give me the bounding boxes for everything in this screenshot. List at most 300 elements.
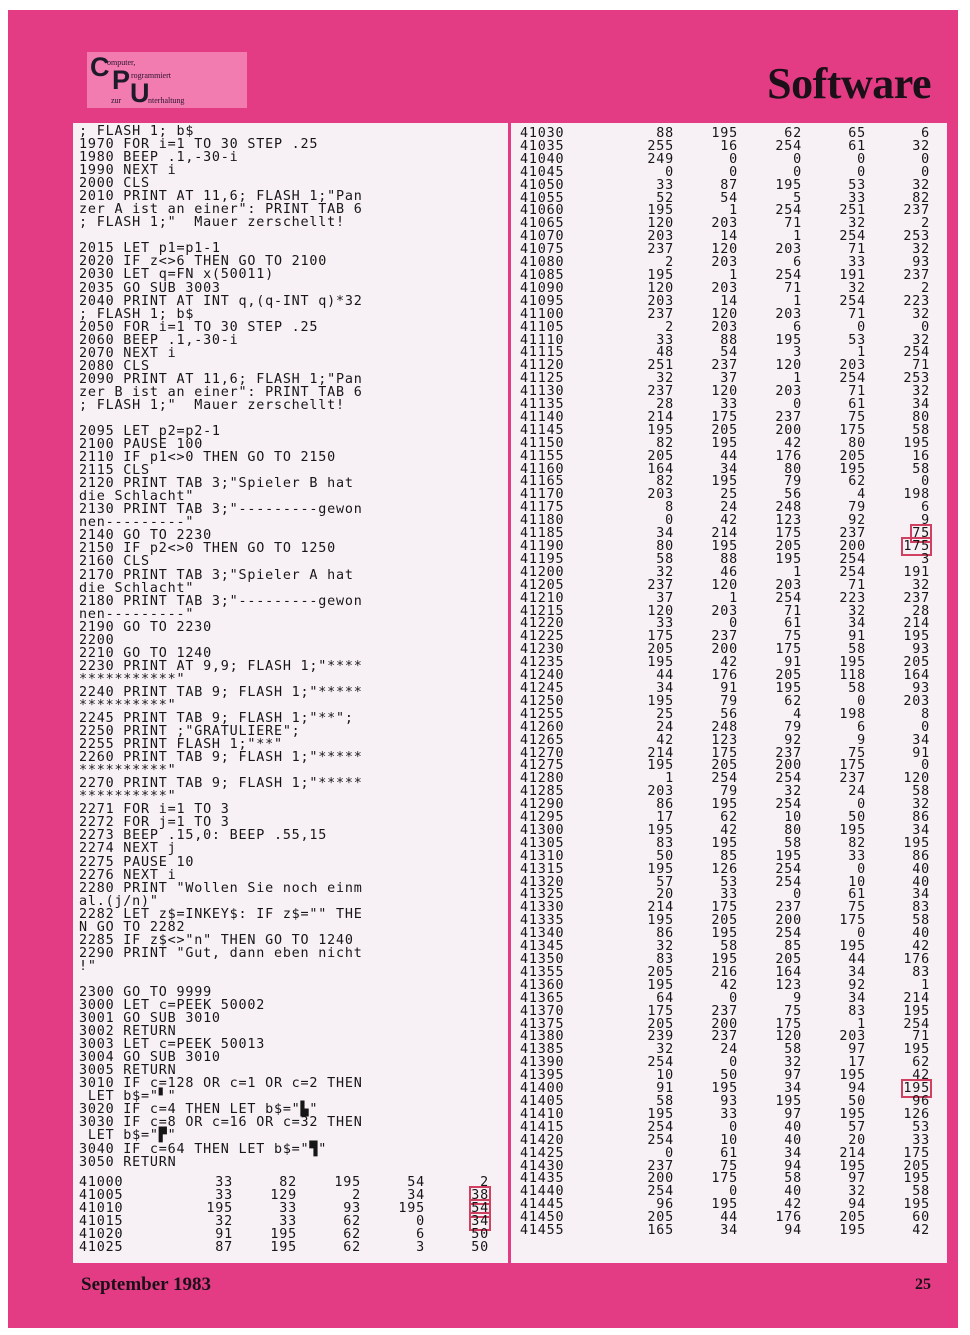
address-cell: 41165 bbox=[520, 474, 565, 490]
address-cell: 41380 bbox=[520, 1029, 565, 1045]
byte-cell: 5 bbox=[793, 190, 802, 206]
byte-cell: 40 bbox=[784, 1132, 802, 1148]
byte-cell: 75 bbox=[848, 745, 866, 761]
byte-cell: 248 bbox=[711, 719, 738, 735]
byte-cell: 58 bbox=[848, 642, 866, 658]
address-cell: 41070 bbox=[520, 229, 565, 245]
byte-cell: 75 bbox=[784, 629, 802, 645]
byte-cell: 164 bbox=[647, 461, 674, 477]
code-line: 2190 GO TO 2230 bbox=[79, 619, 212, 635]
byte-cell: 195 bbox=[647, 655, 674, 671]
byte-cell: 1 bbox=[857, 345, 866, 361]
byte-cell: 6 bbox=[793, 255, 802, 271]
byte-cell: 0 bbox=[416, 1213, 425, 1229]
data-table-right bbox=[520, 128, 934, 1238]
address-cell: 41115 bbox=[520, 345, 565, 361]
code-line: 2090 PRINT AT 11,6; FLASH 1;"Pan bbox=[79, 371, 363, 387]
byte-cell: 92 bbox=[784, 732, 802, 748]
byte-cell: 50 bbox=[471, 1239, 489, 1255]
byte-cell: 94 bbox=[784, 1158, 802, 1174]
byte-cell: 83 bbox=[912, 900, 930, 916]
code-line: 1980 BEEP .1,-30-i bbox=[79, 150, 239, 166]
byte-cell: 203 bbox=[903, 693, 930, 709]
byte-cell: 71 bbox=[784, 280, 802, 296]
byte-cell: 255 bbox=[647, 138, 674, 154]
byte-cell: 54 bbox=[407, 1175, 425, 1190]
byte-cell: 195 bbox=[711, 435, 738, 451]
data-row bbox=[520, 190, 934, 206]
byte-cell: 10 bbox=[784, 810, 802, 826]
byte-cell: 34 bbox=[848, 990, 866, 1006]
byte-cell: 195 bbox=[903, 435, 930, 451]
address-cell: 41420 bbox=[520, 1132, 565, 1148]
code-line: 2245 PRINT TAB 9; FLASH 1;"**"; bbox=[79, 711, 354, 727]
address-cell: 41120 bbox=[520, 358, 565, 374]
address-cell: 41395 bbox=[520, 1068, 565, 1084]
byte-cell: 0 bbox=[793, 164, 802, 180]
byte-cell: 71 bbox=[848, 384, 866, 400]
byte-cell: 97 bbox=[848, 1042, 866, 1058]
byte-cell: 17 bbox=[848, 1055, 866, 1071]
data-row bbox=[520, 1044, 934, 1057]
address-cell: 41315 bbox=[520, 861, 565, 877]
byte-cell: 195 bbox=[775, 332, 802, 348]
byte-cell: 6 bbox=[921, 126, 930, 141]
byte-cell: 32 bbox=[912, 384, 930, 400]
byte-cell: 93 bbox=[912, 680, 930, 696]
byte-cell: 92 bbox=[848, 513, 866, 529]
logo-letter-u: U bbox=[130, 78, 150, 108]
byte-cell: 86 bbox=[656, 797, 674, 813]
byte-cell: 203 bbox=[647, 784, 674, 800]
code-line: 3000 LET c=PEEK 50002 bbox=[79, 998, 266, 1013]
byte-cell: 175 bbox=[839, 758, 866, 774]
byte-cell: 164 bbox=[775, 964, 802, 980]
byte-cell: 0 bbox=[857, 797, 866, 813]
byte-cell: 28 bbox=[912, 603, 930, 619]
byte-cell: 16 bbox=[720, 138, 738, 154]
byte-cell: 254 bbox=[775, 926, 802, 942]
byte-cell: 50 bbox=[848, 1093, 866, 1109]
code-line: 2050 FOR i=1 TO 30 STEP .25 bbox=[79, 319, 319, 335]
byte-cell: 32 bbox=[848, 216, 866, 232]
code-line: 2095 LET p2=p2-1 bbox=[79, 423, 221, 439]
byte-cell: 86 bbox=[656, 926, 674, 942]
byte-cell: 94 bbox=[848, 1081, 866, 1097]
byte-cell: 91 bbox=[720, 680, 738, 696]
code-line: 2060 BEEP .1,-30-i bbox=[79, 332, 239, 348]
byte-cell: 86 bbox=[912, 848, 930, 864]
page-footer bbox=[73, 1268, 947, 1304]
byte-cell: 203 bbox=[775, 577, 802, 593]
byte-cell: 248 bbox=[775, 500, 802, 516]
address-cell: 41050 bbox=[520, 177, 565, 193]
address-cell: 41105 bbox=[520, 319, 565, 335]
byte-cell: 0 bbox=[921, 164, 930, 180]
byte-cell: 80 bbox=[784, 822, 802, 838]
byte-cell: 120 bbox=[711, 384, 738, 400]
byte-cell: 40 bbox=[912, 861, 930, 877]
address-cell: 41240 bbox=[520, 668, 565, 684]
byte-cell: 205 bbox=[647, 964, 674, 980]
code-line: 3005 RETURN bbox=[79, 1063, 177, 1079]
byte-cell: 175 bbox=[775, 642, 802, 658]
byte-cell: 195 bbox=[839, 822, 866, 838]
code-line: 3050 RETURN bbox=[79, 1154, 177, 1170]
byte-cell: 195 bbox=[775, 1093, 802, 1109]
address-cell: 41445 bbox=[520, 1197, 565, 1213]
byte-cell: 65 bbox=[848, 126, 866, 141]
byte-cell: 54 bbox=[720, 190, 738, 206]
byte-cell: 195 bbox=[903, 1003, 930, 1019]
byte-cell: 32 bbox=[656, 939, 674, 955]
byte-cell: 58 bbox=[656, 1093, 674, 1109]
address-cell: 41215 bbox=[520, 603, 565, 619]
byte-cell: 1 bbox=[793, 564, 802, 580]
address-cell: 41210 bbox=[520, 590, 565, 606]
byte-cell: 0 bbox=[729, 1119, 738, 1135]
byte-cell: 195 bbox=[775, 177, 802, 193]
byte-cell: 0 bbox=[665, 1145, 674, 1161]
byte-cell: 83 bbox=[848, 1003, 866, 1019]
byte-cell: 205 bbox=[711, 913, 738, 929]
byte-cell: 75 bbox=[848, 900, 866, 916]
byte-cell: 205 bbox=[903, 655, 930, 671]
byte-cell: 237 bbox=[647, 1158, 674, 1174]
byte-cell: 71 bbox=[784, 603, 802, 619]
address-cell: 41060 bbox=[520, 203, 565, 219]
address-cell: 41185 bbox=[520, 526, 565, 542]
byte-cell: 1 bbox=[729, 203, 738, 219]
byte-cell: 40 bbox=[784, 1119, 802, 1135]
code-line: **********" bbox=[79, 697, 177, 713]
byte-cell: 195 bbox=[839, 939, 866, 955]
byte-cell: 50 bbox=[656, 848, 674, 864]
byte-cell: 24 bbox=[656, 719, 674, 735]
data-row bbox=[520, 1225, 934, 1238]
code-line: 2255 PRINT FLASH 1;"**" bbox=[79, 737, 283, 753]
byte-cell: 200 bbox=[775, 758, 802, 774]
byte-cell: 10 bbox=[720, 1132, 738, 1148]
address-cell: 41055 bbox=[520, 190, 565, 206]
byte-cell: 75 bbox=[784, 1003, 802, 1019]
code-line: 2250 PRINT ;"GRATULIERE"; bbox=[79, 724, 301, 740]
byte-cell: 62 bbox=[784, 693, 802, 709]
byte-cell: 195 bbox=[270, 1226, 297, 1242]
byte-cell: 17 bbox=[656, 810, 674, 826]
byte-cell: 42 bbox=[656, 732, 674, 748]
byte-cell: 1 bbox=[729, 267, 738, 283]
byte-cell: 0 bbox=[857, 693, 866, 709]
byte-cell: 62 bbox=[343, 1226, 361, 1242]
byte-cell: 24 bbox=[848, 784, 866, 800]
byte-cell: 32 bbox=[656, 1042, 674, 1058]
byte-cell: 37 bbox=[720, 371, 738, 387]
byte-cell: 0 bbox=[729, 164, 738, 180]
byte-cell: 198 bbox=[839, 706, 866, 722]
byte-cell: 50 bbox=[720, 1068, 738, 1084]
address-cell: 41305 bbox=[520, 835, 565, 851]
byte-cell: 120 bbox=[647, 603, 674, 619]
byte-cell: 195 bbox=[711, 126, 738, 141]
byte-cell: 195 bbox=[903, 629, 930, 645]
code-line: zer A ist an einer": PRINT TAB 6 bbox=[79, 202, 363, 218]
address-cell: 41415 bbox=[520, 1119, 565, 1135]
address-cell: 41440 bbox=[520, 1184, 565, 1200]
byte-cell: 254 bbox=[839, 564, 866, 580]
byte-cell: 120 bbox=[711, 242, 738, 258]
byte-cell: 94 bbox=[848, 1197, 866, 1213]
byte-cell: 42 bbox=[720, 977, 738, 993]
byte-cell: 254 bbox=[775, 267, 802, 283]
byte-cell: 254 bbox=[775, 771, 802, 787]
byte-cell: 46 bbox=[720, 564, 738, 580]
byte-cell: 203 bbox=[711, 603, 738, 619]
byte-cell: 216 bbox=[711, 964, 738, 980]
byte-cell: 8 bbox=[921, 706, 930, 722]
byte-cell: 237 bbox=[839, 526, 866, 542]
code-line: 2280 PRINT "Wollen Sie noch einm bbox=[79, 880, 363, 896]
byte-cell: 200 bbox=[647, 1171, 674, 1187]
byte-cell: 6 bbox=[416, 1226, 425, 1242]
address-cell: 41385 bbox=[520, 1042, 565, 1058]
address-cell: 41340 bbox=[520, 926, 565, 942]
byte-cell: 195 bbox=[839, 1158, 866, 1174]
byte-cell: 203 bbox=[711, 319, 738, 335]
byte-cell: 58 bbox=[784, 1042, 802, 1058]
byte-cell: 71 bbox=[848, 577, 866, 593]
byte-cell: 53 bbox=[848, 332, 866, 348]
byte-cell: 58 bbox=[784, 1171, 802, 1187]
byte-cell: 79 bbox=[784, 474, 802, 490]
code-line: **********" bbox=[79, 763, 177, 779]
address-cell: 41125 bbox=[520, 371, 565, 387]
byte-cell: 58 bbox=[912, 461, 930, 477]
code-line: 2210 GO TO 1240 bbox=[79, 645, 212, 661]
byte-cell: 33 bbox=[215, 1187, 233, 1203]
byte-cell: 33 bbox=[656, 616, 674, 632]
byte-cell: 195 bbox=[647, 1106, 674, 1122]
byte-cell: 32 bbox=[656, 371, 674, 387]
byte-cell: 87 bbox=[215, 1239, 233, 1255]
address-cell: 41335 bbox=[520, 913, 565, 929]
byte-cell: 195 bbox=[711, 952, 738, 967]
code-line: 2300 GO TO 9999 bbox=[79, 984, 212, 1000]
byte-cell: 42 bbox=[720, 822, 738, 838]
byte-cell: 34 bbox=[912, 887, 930, 903]
byte-cell: 195 bbox=[839, 1106, 866, 1122]
byte-cell: 62 bbox=[343, 1213, 361, 1229]
byte-cell: 54 bbox=[720, 345, 738, 361]
byte-cell: 91 bbox=[656, 1081, 674, 1097]
byte-cell: 91 bbox=[912, 745, 930, 761]
byte-cell: 205 bbox=[903, 1158, 930, 1174]
byte-cell: 0 bbox=[857, 926, 866, 942]
byte-cell: 191 bbox=[839, 267, 866, 283]
byte-cell: 200 bbox=[839, 539, 866, 554]
byte-cell: 0 bbox=[921, 719, 930, 735]
byte-cell: 71 bbox=[848, 306, 866, 322]
code-line: 2274 NEXT j bbox=[79, 841, 177, 857]
byte-cell: 3 bbox=[793, 345, 802, 361]
byte-cell: 2 bbox=[665, 319, 674, 335]
code-line: 2110 IF p1<>0 THEN GO TO 2150 bbox=[79, 450, 336, 466]
address-cell: 41405 bbox=[520, 1093, 565, 1109]
byte-cell: 20 bbox=[848, 1132, 866, 1148]
byte-cell: 254 bbox=[775, 797, 802, 813]
byte-cell: 120 bbox=[775, 358, 802, 374]
byte-cell: 0 bbox=[729, 1184, 738, 1200]
byte-cell: 71 bbox=[912, 358, 930, 374]
byte-cell: 80 bbox=[912, 409, 930, 425]
code-line: 2180 PRINT TAB 3;"---------gewon bbox=[79, 593, 363, 609]
code-line: 2272 FOR j=1 TO 3 bbox=[79, 815, 230, 831]
byte-cell: 120 bbox=[711, 306, 738, 322]
byte-cell: 0 bbox=[793, 151, 802, 167]
code-line: nen---------" bbox=[79, 515, 195, 531]
byte-cell: 205 bbox=[775, 952, 802, 967]
byte-cell: 195 bbox=[839, 655, 866, 671]
byte-cell: 198 bbox=[903, 487, 930, 503]
byte-cell: 0 bbox=[729, 616, 738, 632]
byte-cell: 254 bbox=[775, 861, 802, 877]
code-line: 2040 PRINT AT INT q,(q-INT q)*32 bbox=[79, 293, 363, 309]
address-cell: 41130 bbox=[520, 384, 565, 400]
byte-cell: 120 bbox=[903, 771, 930, 787]
code-line: 2000 CLS bbox=[79, 176, 150, 192]
byte-cell: 32 bbox=[912, 242, 930, 258]
address-cell: 41230 bbox=[520, 642, 565, 658]
byte-cell: 203 bbox=[711, 280, 738, 296]
code-line: 2275 PAUSE 10 bbox=[79, 854, 195, 870]
code-line: **********" bbox=[79, 789, 177, 805]
code-line: 3040 IF c=64 THEN LET b$="▜" bbox=[79, 1141, 328, 1157]
address-cell: 41425 bbox=[520, 1145, 565, 1161]
byte-cell: 80 bbox=[784, 461, 802, 477]
byte-cell: 254 bbox=[775, 590, 802, 606]
byte-cell: 175 bbox=[647, 629, 674, 645]
byte-cell: 6 bbox=[793, 319, 802, 335]
byte-cell: 195 bbox=[775, 680, 802, 696]
byte-cell: 62 bbox=[784, 126, 802, 141]
byte-cell: 203 bbox=[647, 229, 674, 245]
byte-cell: 97 bbox=[784, 1068, 802, 1084]
byte-cell: 120 bbox=[775, 1029, 802, 1045]
code-line: 2070 NEXT i bbox=[79, 345, 177, 361]
byte-cell: 205 bbox=[647, 1210, 674, 1226]
byte-cell: 25 bbox=[720, 487, 738, 503]
byte-cell: 200 bbox=[711, 1016, 738, 1032]
byte-cell: 34 bbox=[912, 822, 930, 838]
corrected-value: 34 bbox=[471, 1213, 489, 1229]
address-cell: 41005 bbox=[79, 1187, 124, 1203]
byte-cell: 195 bbox=[647, 861, 674, 877]
address-cell: 41265 bbox=[520, 732, 565, 748]
byte-cell: 56 bbox=[720, 706, 738, 722]
byte-cell: 254 bbox=[903, 345, 930, 361]
byte-cell: 205 bbox=[775, 668, 802, 684]
byte-cell: 58 bbox=[912, 913, 930, 929]
byte-cell: 79 bbox=[720, 693, 738, 709]
byte-cell: 203 bbox=[775, 242, 802, 258]
code-line: 2260 PRINT TAB 9; FLASH 1;"***** bbox=[79, 750, 363, 766]
byte-cell: 71 bbox=[784, 216, 802, 232]
data-row bbox=[520, 977, 934, 993]
byte-cell: 14 bbox=[720, 293, 738, 309]
byte-cell: 82 bbox=[656, 474, 674, 490]
byte-cell: 93 bbox=[912, 255, 930, 271]
byte-cell: 195 bbox=[647, 977, 674, 993]
byte-cell: 1 bbox=[793, 371, 802, 387]
address-cell: 41135 bbox=[520, 397, 565, 413]
byte-cell: 195 bbox=[711, 926, 738, 942]
code-line: 2010 PRINT AT 11,6; FLASH 1;"Pan bbox=[79, 189, 363, 205]
byte-cell: 32 bbox=[784, 1055, 802, 1071]
byte-cell: 195 bbox=[647, 913, 674, 929]
byte-cell: 52 bbox=[656, 190, 674, 206]
byte-cell: 85 bbox=[784, 939, 802, 955]
address-cell: 41025 bbox=[79, 1239, 124, 1255]
data-row bbox=[520, 151, 934, 167]
address-cell: 41325 bbox=[520, 887, 565, 903]
byte-cell: 254 bbox=[903, 1016, 930, 1032]
code-line: 2240 PRINT TAB 9; FLASH 1;"***** bbox=[79, 684, 363, 700]
byte-cell: 32 bbox=[912, 138, 930, 154]
byte-cell: 239 bbox=[647, 1029, 674, 1045]
byte-cell: 126 bbox=[711, 861, 738, 877]
address-cell: 41200 bbox=[520, 564, 565, 580]
code-line: ; FLASH 1; b$ bbox=[79, 124, 195, 139]
byte-cell: 32 bbox=[912, 306, 930, 322]
byte-cell: 214 bbox=[839, 1145, 866, 1161]
byte-cell: 254 bbox=[839, 551, 866, 567]
issue-date: September 1983 bbox=[81, 1274, 211, 1295]
byte-cell: 176 bbox=[775, 1210, 802, 1226]
byte-cell: 0 bbox=[665, 164, 674, 180]
byte-cell: 25 bbox=[656, 706, 674, 722]
byte-cell: 32 bbox=[912, 332, 930, 348]
byte-cell: 33 bbox=[656, 177, 674, 193]
listing-sheet bbox=[73, 123, 947, 1263]
byte-cell: 251 bbox=[839, 203, 866, 219]
byte-cell: 214 bbox=[711, 526, 738, 542]
address-cell: 41195 bbox=[520, 551, 565, 567]
byte-cell: 10 bbox=[848, 874, 866, 890]
address-cell: 41310 bbox=[520, 848, 565, 864]
byte-cell: 175 bbox=[775, 526, 802, 542]
byte-cell: 203 bbox=[775, 306, 802, 322]
byte-cell: 237 bbox=[647, 384, 674, 400]
byte-cell: 53 bbox=[720, 874, 738, 890]
byte-cell: 2 bbox=[921, 280, 930, 296]
byte-cell: 61 bbox=[784, 616, 802, 632]
byte-cell: 80 bbox=[656, 539, 674, 554]
code-line: 3002 RETURN bbox=[79, 1024, 177, 1040]
byte-cell: 44 bbox=[656, 668, 674, 684]
address-cell: 41370 bbox=[520, 1003, 565, 1019]
byte-cell: 195 bbox=[711, 797, 738, 813]
code-line: al.(j/n)" bbox=[79, 893, 159, 909]
address-cell: 41095 bbox=[520, 293, 565, 309]
code-line: 2290 PRINT "Gut, dann eben nicht bbox=[79, 945, 363, 961]
byte-cell: 205 bbox=[775, 539, 802, 554]
byte-cell: 58 bbox=[784, 835, 802, 851]
basic-listing bbox=[79, 125, 504, 1169]
address-cell: 41225 bbox=[520, 629, 565, 645]
byte-cell: 0 bbox=[729, 1055, 738, 1071]
code-line: nen---------" bbox=[79, 606, 195, 622]
byte-cell: 1 bbox=[857, 1016, 866, 1032]
